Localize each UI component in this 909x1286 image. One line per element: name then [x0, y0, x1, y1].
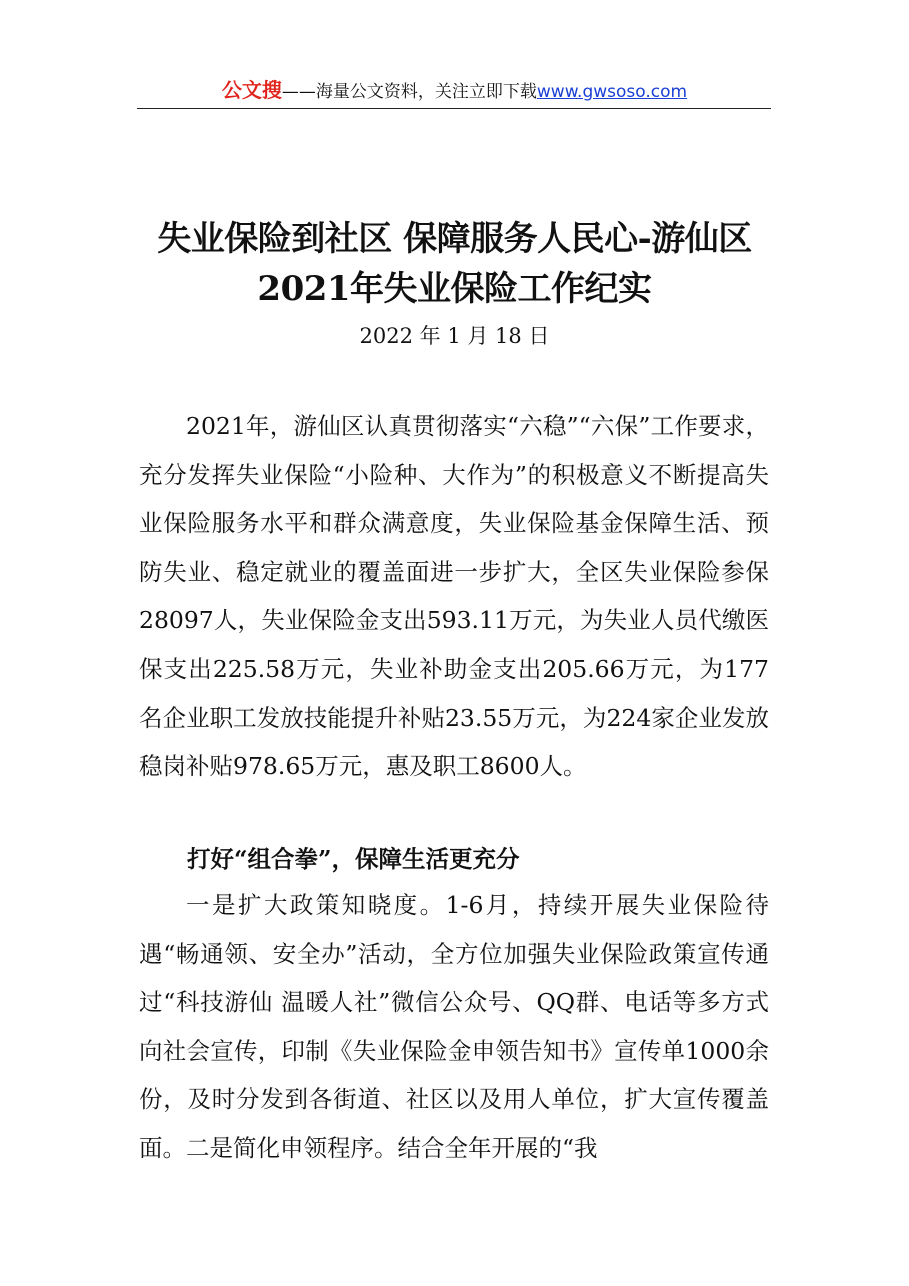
section-heading: 打好“组合拳”，保障生活更充分 — [187, 845, 520, 873]
title-line-1: 失业保险到社区 保障服务人民心-游仙区 — [157, 219, 752, 259]
page-header — [0, 78, 909, 104]
website-link[interactable]: www.gwsoso.com — [536, 82, 688, 102]
body-paragraph-2: 一是扩大政策知晓度。1-6月，持续开展失业保险待遇“畅通领、安全办”活动，全方位加强失业保险政策宣传通过“科技游仙 温暖人社”微信公众号、QQ群、电话等多方式向社会宣传，印制《失业保险金申领告知书》宣传单1000余份，及时分发到各街道、社区以及用人单位，扩大宣传覆盖面。二是简化申领程序。结合全年开展的“我 — [139, 891, 769, 1162]
document-date: 2022 年 1 月 18 日 — [359, 324, 550, 348]
body-paragraph-1: 2021年，游仙区认真贯彻落实“六稳”“六保”工作要求，充分发挥失业保险“小险种、大作为”的积极意义不断提高失业保险服务水平和群众满意度，失业保险基金保障生活、预防失业、稳定就业的覆盖面进一步扩大，全区失业保险参保28097人，失业保险金支出593.11万元，为失业人员代缴医保支出225.58万元，失业补助金支出205.66万元，为177名企业职工发放技能提升补贴23.55万元，为224家企业发放稳岗补贴978.65万元，惠及职工8600人。 — [139, 412, 769, 781]
title-line-2: 2021年失业保险工作纪实 — [257, 269, 652, 309]
header-tagline: ——海量公文资料，关注立即下载 — [281, 82, 537, 102]
brand-logo-text: 公文搜 — [221, 78, 282, 102]
document-title — [0, 214, 909, 314]
header-divider — [137, 108, 771, 109]
